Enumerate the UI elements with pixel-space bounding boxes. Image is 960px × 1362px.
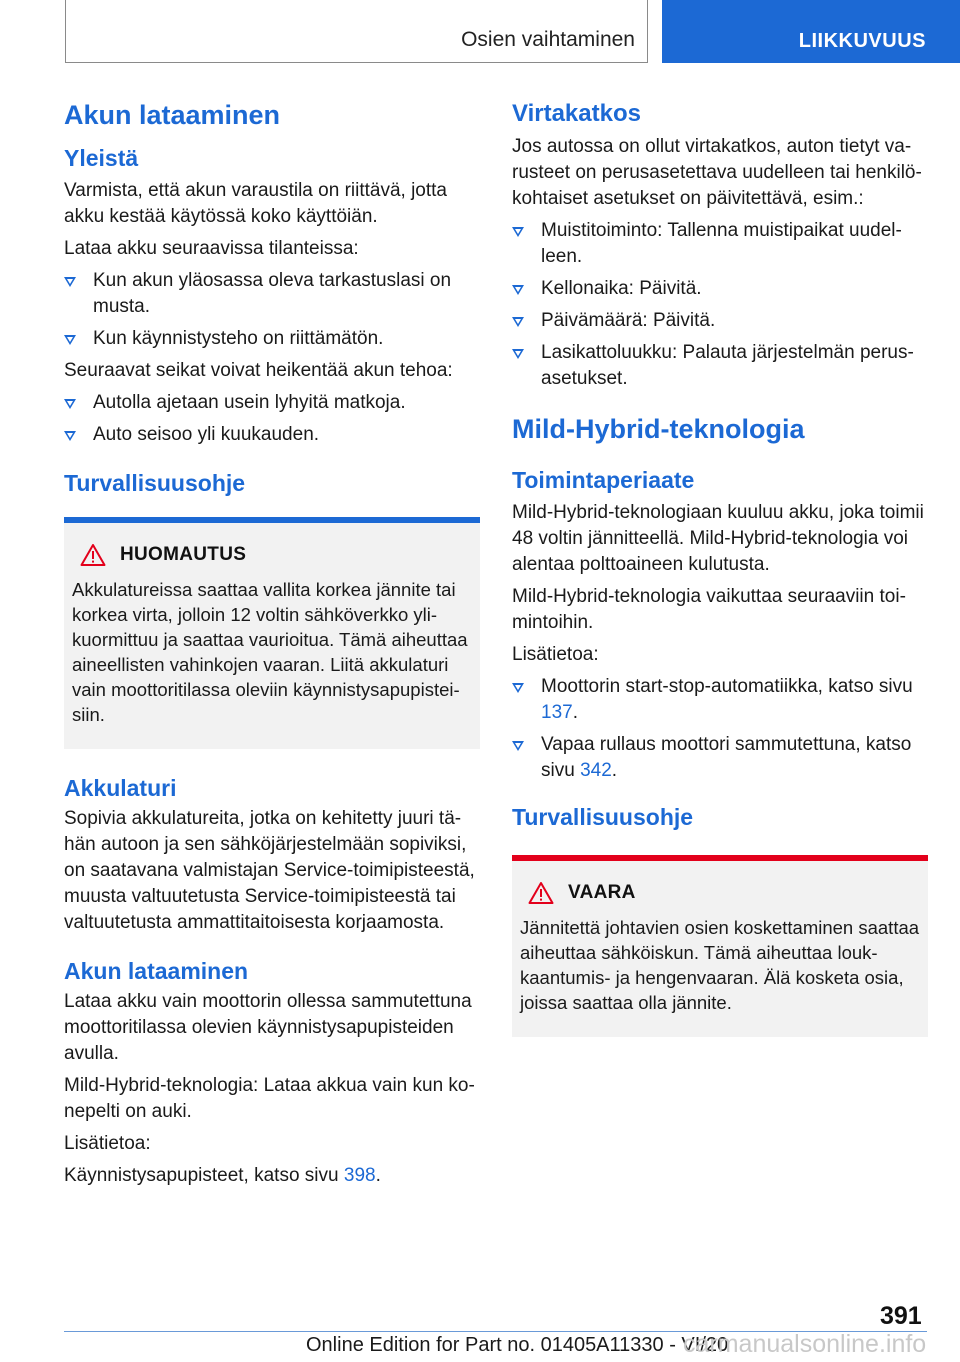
heading-operating-principle: Toimintaperiaate xyxy=(512,467,695,493)
list-item: Auto seisoo yli kuukauden. xyxy=(64,422,480,448)
page-link-137[interactable]: 137 xyxy=(541,702,573,723)
warning-triangle-icon xyxy=(80,543,106,567)
right-column xyxy=(512,100,928,1037)
paragraph-reference: Käynnistysapupisteet, katso sivu 398. xyxy=(64,1165,381,1186)
header-section-box xyxy=(65,0,648,63)
paragraph-charging-2: Mild-Hybrid-teknologia: Lataa akkua vain kun konepelti on auki. xyxy=(64,1075,475,1122)
danger-text: Jännitettä johtavien osien koskettaminen saattaa aiheuttaa sähköiskun. Tämä aiheuttaa loukkaantumis- ja hengenvaaran. Älä kosketa osia, joissa saattaa olla jännite. xyxy=(520,917,920,1013)
notice-bar xyxy=(64,517,480,523)
notice-box xyxy=(64,517,480,749)
paragraph-charging-1: Lataa akku vain moottorin ollessa sammutettuna moottoritilassa olevien käynnistysapupisteiden avulla. xyxy=(64,991,472,1064)
list-item: Kun akun yläosassa oleva tarkastuslasi on musta. xyxy=(64,268,480,320)
paragraph-more-info: Lisätietoa: xyxy=(64,1133,151,1154)
heading-safety-right: Turvallisuusohje xyxy=(512,804,694,830)
header-chapter-tab xyxy=(662,0,960,63)
list-item: Autolla ajetaan usein lyhyitä matkoja. xyxy=(64,390,480,416)
bullet-triangle-icon xyxy=(64,431,76,441)
page-link-398[interactable]: 398 xyxy=(343,1165,376,1186)
heading-charging: Akun lataaminen xyxy=(64,958,249,984)
bullet-triangle-icon xyxy=(512,741,524,751)
paragraph-power-outage: Jos autossa on ollut virtakatkos, auton tietyt varusteet on perusasetettava uudelleen tai henkilökohtaiset asetukset on päivitettävä, esim.: xyxy=(512,136,922,209)
footer-watermark: carmanualsonline.info xyxy=(683,1330,927,1358)
warning-triangle-icon xyxy=(528,881,554,905)
bullet-triangle-icon xyxy=(512,227,524,237)
heading-safety: Turvallisuusohje xyxy=(64,470,246,496)
bullet-triangle-icon xyxy=(512,349,524,359)
list-item: Kun käynnistysteho on riittämätön. xyxy=(64,326,480,352)
paragraph-mild-1: Mild-Hybrid-teknologiaan kuuluu akku, joka toimii 48 voltin jännitteellä. Mild-Hybrid-teknologia voi alentaa polttoaineen kulutusta. xyxy=(512,502,924,575)
left-column xyxy=(64,100,480,1189)
heading-power-outage: Virtakatkos xyxy=(512,100,641,127)
heading-battery-charging: Akun lataaminen xyxy=(64,100,281,130)
danger-title: VAARA xyxy=(568,882,636,903)
list-charge-situations xyxy=(64,268,480,352)
bullet-triangle-icon xyxy=(512,285,524,295)
list-power-factors xyxy=(64,390,480,448)
bullet-triangle-icon xyxy=(512,683,524,693)
danger-bar xyxy=(512,855,928,861)
paragraph-more-info: Lisätietoa: xyxy=(512,644,599,665)
heading-mild-hybrid: Mild-Hybrid-teknologia xyxy=(512,414,805,444)
list-outage-items xyxy=(512,218,928,392)
heading-chargers: Akkulaturi xyxy=(64,775,177,801)
list-item: Moottorin start-stop-automatiikka, katso sivu 137. xyxy=(512,674,928,726)
heading-general: Yleistä xyxy=(64,145,139,171)
list-item: Vapaa rullaus moottori sammutettuna, katso sivu 342. xyxy=(512,732,928,784)
bullet-triangle-icon xyxy=(64,335,76,345)
danger-box xyxy=(512,855,928,1037)
header-section-title: Osien vaihtaminen xyxy=(461,28,635,51)
list-item: Lasikattoluukku: Palauta järjestelmän perusasetukset. xyxy=(512,340,928,392)
list-item: Muistitoiminto: Tallenna muistipaikat uudelleen. xyxy=(512,218,928,270)
paragraph-general-3: Seuraavat seikat voivat heikentää akun tehoa: xyxy=(64,360,453,381)
footer-edition: Online Edition for Part no. 01405A11330 - VI/20 xyxy=(306,1334,729,1356)
paragraph-chargers: Sopivia akkulatureita, jotka on kehitetty juuri tähän autoon ja sen sähköjärjestelmään sopiviksi, on saatavana valmistajan Service-toimipisteestä, muusta valtuutetusta Service-toimipisteestä tai valtuutetusta ammattitaitoisesta korjaamosta. xyxy=(64,808,475,933)
page-number: 391 xyxy=(880,1302,922,1330)
notice-text: Akkulatureissa saattaa vallita korkea jännite tai korkea virta, jolloin 12 voltin sähköverkko ylikuormittuu ja saattaa vaurioitua. Tämä aiheuttaa aineellisten vahinkojen vaaran. Liitä akkulaturi vain moottoritilassa oleviin käynnistysapupisteisiin. xyxy=(72,579,468,725)
page-link-342[interactable]: 342 xyxy=(580,760,612,781)
list-item: Päivämäärä: Päivitä. xyxy=(512,308,928,334)
header-chapter-title: LIIKKUVUUS xyxy=(798,30,926,52)
paragraph-mild-2: Mild-Hybrid-teknologia vaikuttaa seuraaviin toimintoihin. xyxy=(512,586,906,633)
paragraph-general-2: Lataa akku seuraavissa tilanteissa: xyxy=(64,238,359,259)
notice-title: HUOMAUTUS xyxy=(120,544,247,565)
bullet-triangle-icon xyxy=(64,399,76,409)
list-item: Kellonaika: Päivitä. xyxy=(512,276,928,302)
list-mild-hybrid-refs xyxy=(512,674,928,784)
paragraph-general-1: Varmista, että akun varaustila on riittävä, jotta akku kestää käytössä koko käyttöiän. xyxy=(64,180,447,227)
bullet-triangle-icon xyxy=(512,317,524,327)
bullet-triangle-icon xyxy=(64,277,76,287)
